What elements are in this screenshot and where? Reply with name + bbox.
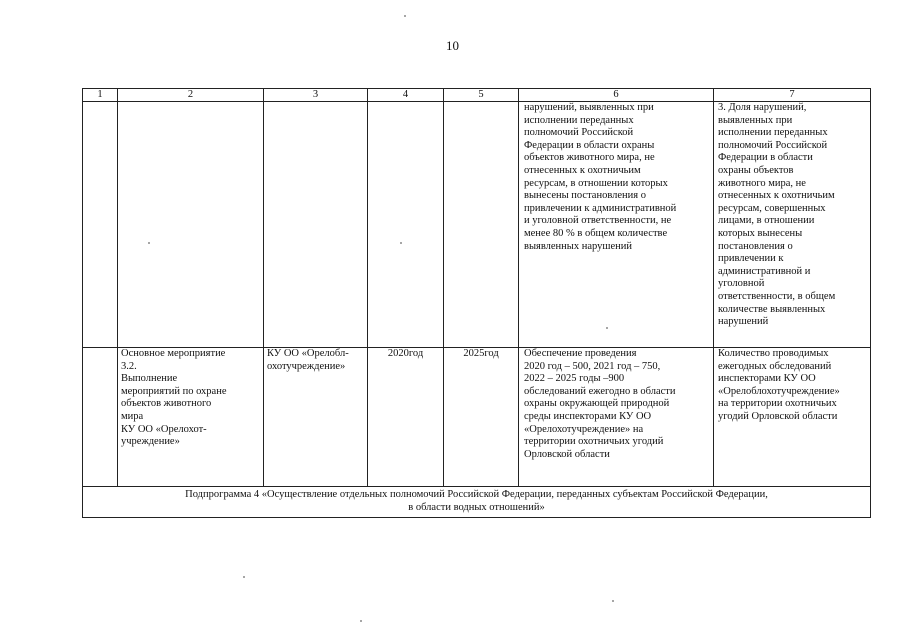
cell-empty (368, 102, 444, 348)
end-year-text: 2025год (463, 348, 499, 359)
scan-speck (606, 327, 608, 329)
cell-empty (83, 348, 118, 487)
page-number: 10 (446, 38, 459, 53)
table-row-measure-3-2 (83, 348, 871, 487)
cell-empty (118, 102, 264, 348)
column-header-4: 4 (368, 89, 444, 102)
cell-result-continuation (519, 102, 714, 348)
cell-indicator-3 (714, 102, 871, 348)
cell-end-year (444, 348, 519, 487)
subprogram-title (83, 487, 871, 518)
subprogram-title-text: Подпрограмма 4 «Осуществление отдельных полномочий Российской Федерации, переданных субъектам Российской Федерации, в области водных отношений» (185, 489, 768, 513)
cell-empty (264, 102, 368, 348)
scan-speck (404, 15, 406, 17)
scan-speck (400, 242, 402, 244)
table-row-continuation (83, 102, 871, 348)
result-text: нарушений, выявленных при исполнении переданных полномочий Российской Федерации в области охраны объектов животного мира, не отнесенных к охотничьим ресурсам, в отношении которых вынесены постановления о привлечении к административной и уголовной ответственности, не менее 80 % в общем количестве выявленных нарушений (524, 102, 677, 252)
start-year-text: 2020год (387, 348, 424, 359)
cell-expected-result (519, 348, 714, 487)
column-header-2: 2 (118, 89, 264, 102)
column-header-row (83, 89, 871, 102)
scan-speck (148, 242, 150, 244)
measure-name-text: Основное мероприятие 3.2. Выполнение мероприятий по охране объектов животного мира КУ ОО «Орелохот- учреждение» (121, 348, 227, 448)
cell-indicator (714, 348, 871, 487)
scan-speck (612, 600, 614, 602)
indicator-text: 3. Доля нарушений, выявленных при исполнении переданных полномочий Российской Федерации в области охраны объектов животного мира, не отнесенных к охотничьим ресурсам, совершенных лицами, в отношении которых вынесены постановления о привлечении к административной и уголовной ответственности, в общем количестве выявленных нарушений (718, 102, 836, 328)
program-table (82, 88, 871, 518)
column-header-1: 1 (83, 89, 118, 102)
column-header-3: 3 (264, 89, 368, 102)
cell-executor (264, 348, 368, 487)
cell-measure-name (118, 348, 264, 487)
column-header-6: 6 (519, 89, 714, 102)
executor-text: КУ ОО «Орелобл- охотучреждение» (267, 348, 349, 372)
cell-empty (444, 102, 519, 348)
expected-result-text: Обеспечение проведения 2020 год – 500, 2021 год – 750, 2022 – 2025 годы –900 обследований ежегодно в области охраны окружающей природной среды инспекторами КУ ОО «Орелохотучреждение» на территории охотничьих угодий Орловской области (524, 348, 676, 460)
scan-speck (243, 576, 245, 578)
cell-start-year (368, 348, 444, 487)
column-header-5: 5 (444, 89, 519, 102)
column-header-7: 7 (714, 89, 871, 102)
subprogram-row (83, 487, 871, 518)
indicator-measure-text: Количество проводимых ежегодных обследований инспекторами КУ ОО «Орелоблохотучреждение» на территории охотничьих угодий Орловской области (718, 348, 840, 422)
scan-speck (360, 620, 362, 622)
cell-empty (83, 102, 118, 348)
